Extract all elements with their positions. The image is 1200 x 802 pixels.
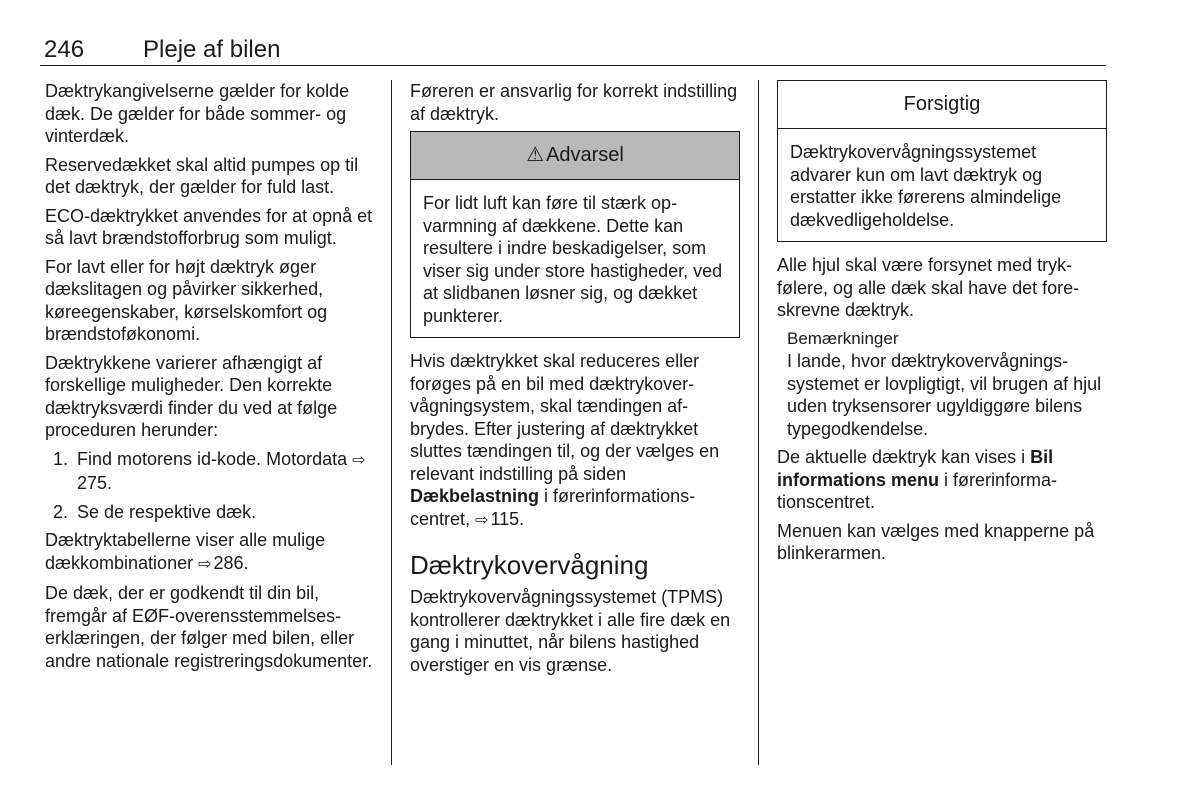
column-divider <box>391 80 392 765</box>
column-2 <box>410 80 740 682</box>
warning-box-header <box>411 132 739 180</box>
list-item <box>45 448 375 495</box>
xref-arrow-icon: ⇨ <box>352 451 366 469</box>
paragraph: Reservedækket skal altid pumpes op til det dæktryk, der gælder for fuld last. <box>45 154 359 197</box>
caution-title: Forsigtig <box>903 93 981 116</box>
warning-triangle-icon: ⚠ <box>526 144 545 167</box>
paragraph: De dæk, der er godkendt til din bil, fremgår af EØF-overensstemmelseserklæringen, der følger med bilen, eller andre nationale registreringsdokumenter. <box>45 583 373 671</box>
paragraph: Dæktrykovervågningssystemet (TPMS) kontrollerer dæktrykket i alle fire dæk en gang i minuttet, når bilens hastighed overstiger en vis grænse. <box>410 587 731 675</box>
paragraph: Menuen kan vælges med knapperne på blinkerarmen. <box>777 520 1095 563</box>
list-item-number: 2. <box>53 501 69 522</box>
page-reference[interactable]: 275. <box>77 473 113 493</box>
column-1 <box>45 80 375 678</box>
paragraph: Dæktrykangivelserne gælder for kolde dæk. De gælder for både sommer- og vinterdæk. <box>45 81 350 146</box>
paragraph: Dæktryktabellerne viser alle mulige dækkombinationer ⇨ 286. <box>45 529 375 576</box>
caution-text: Dæktrykovervågningssystemet advarer kun om lavt dæktryk og erstatter ikke førerens almindelige dækvedligeholdelse. <box>790 142 1062 230</box>
warning-text: For lidt luft kan føre til stærk opvarmning af dækkene. Dette kan resultere i indre beskadigelser, som viser sig under store hastigheder, ved at slidbanen løsner sig, og dækket punkterer. <box>423 193 723 326</box>
list-item <box>45 501 375 524</box>
procedure-list <box>45 448 375 524</box>
paragraph: For lavt eller for højt dæktryk øger dækslitagen og påvirker sikkerhed, køreegenskaber, kørselskomfort og brændstoføkonomi. <box>45 256 328 344</box>
note <box>777 328 1107 441</box>
page-reference[interactable]: 286. <box>213 552 249 573</box>
caution-box-header <box>778 81 1106 129</box>
paragraph: Dæktrykkene varierer afhængigt af forskellige muligheder. Den korrekte dæktryksværdi finder du ved at følge proceduren herunder: <box>45 352 338 440</box>
warning-title: Advarsel <box>546 144 624 167</box>
list-item-text: Se de respektive dæk. <box>77 501 257 522</box>
xref-arrow-icon: ⇨ <box>475 511 489 529</box>
column-3 <box>777 80 1107 571</box>
page-reference[interactable]: 115. <box>490 508 525 529</box>
column-divider <box>758 80 759 765</box>
menu-label: Bil informations menu <box>777 447 1054 490</box>
list-item-text: Find motorens id-kode. Motordata ⇨275. <box>77 448 366 493</box>
page-number: 246 <box>44 36 85 63</box>
list-item-number: 1. <box>53 448 69 469</box>
paragraph: Føreren er ansvarlig for korrekt indstilling af dæktryk. <box>410 81 738 124</box>
paragraph: De aktuelle dæktryk kan vises i Bil informations menu i førerinformationscentret. <box>777 447 1058 512</box>
caution-box <box>777 80 1107 242</box>
warning-box <box>410 131 740 338</box>
paragraph: ECO-dæktrykket anvendes for at opnå et så lavt brændstofforbrug som muligt. <box>45 205 373 248</box>
xref-arrow-icon: ⇨ <box>198 555 212 573</box>
paragraph: Alle hjul skal være forsynet med trykfølere, og alle dæk skal have det foreskrevne dæktryk. <box>777 255 1080 320</box>
page-header <box>40 32 1106 66</box>
section-heading: Dæktrykovervågning <box>410 550 649 580</box>
paragraph: Hvis dæktrykket skal reduceres eller forøges på en bil med dæktrykovervågningsystem, skal tændingen afbrydes. Efter justering af dæktrykket sluttes tændingen til, og der vælges en relevant indstilling på siden Dækbelastning i førerinformationscentret, ⇨ 115. <box>410 350 740 532</box>
menu-label: Dækbelastning <box>410 486 540 506</box>
page-title: Pleje af bilen <box>143 36 281 63</box>
note-label: Bemærkninger <box>787 328 899 348</box>
note-text: I lande, hvor dæktrykovervågningssystemet er lovpligtigt, vil brugen af hjul uden tryksensorer ugyldiggøre bilens typegodkendelse. <box>787 351 1102 439</box>
